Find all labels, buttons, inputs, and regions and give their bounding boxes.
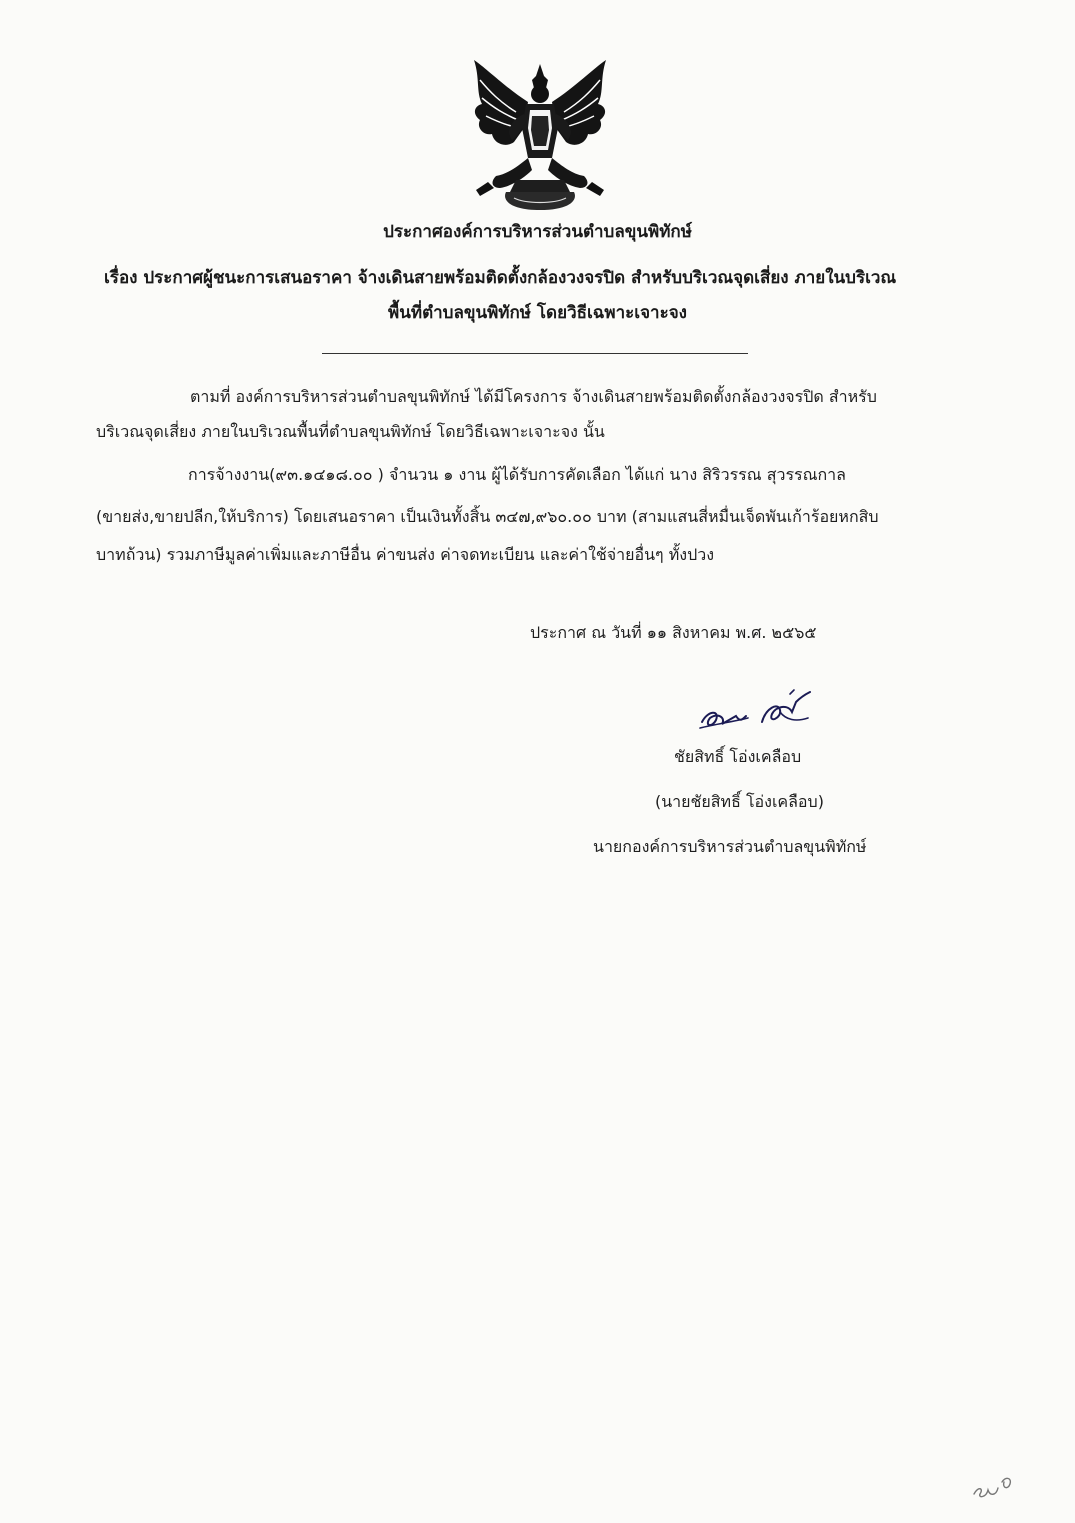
subject-line-2: พื้นที่ตำบลขุนพิทักษ์ โดยวิธีเฉพาะเจาะจง [388,303,687,323]
body-paragraph-1-line-2: บริเวณจุดเสี่ยง ภายในบริเวณพื้นที่ตำบลขุนพิทักษ์ โดยวิธีเฉพาะเจาะจง นั้น [96,422,605,441]
body-paragraph-2-line-3: บาทถ้วน) รวมภาษีมูลค่าเพิ่มและภาษีอื่น ค่าขนส่ง ค่าจดทะเบียน และค่าใช้จ่ายอื่นๆ ทั้งปวง [96,545,715,564]
announcement-date: ประกาศ ณ วันที่ ๑๑ สิงหาคม พ.ศ. ๒๕๖๕ [530,623,817,642]
body-paragraph-1-line-1: ตามที่ องค์การบริหารส่วนตำบลขุนพิทักษ์ ได้มีโครงการ จ้างเดินสายพร้อมติดตั้งกล้องวงจรปิด สำหรับ [190,387,877,406]
handwritten-mark-icon [970,1472,1016,1502]
body-paragraph-2-line-2: (ขายส่ง,ขายปลีก,ให้บริการ) โดยเสนอราคา เป็นเงินทั้งสิ้น ๓๔๗,๙๖๐.๐๐ บาท (สามแสนสี่หมื่นเจ็ดพันเก้าร้อยหกสิบ [96,507,879,526]
body-paragraph-2-line-1: การจ้างงาน(๙๓.๑๔๑๘.๐๐ ) จำนวน ๑ งาน ผู้ได้รับการคัดเลือก ได้แก่ นาง สิริวรรณ สุวรรณกาล [188,465,846,484]
subject-line-1: เรื่อง ประกาศผู้ชนะการเสนอราคา จ้างเดินสายพร้อมติดตั้งกล้องวงจรปิด สำหรับบริเวณจุดเสี่ยง ภายในบริเวณ [104,268,897,288]
signatory-full-name: (นายชัยสิทธิ์ โอ่งเคลือบ) [655,792,824,811]
handwritten-signature-icon [696,688,818,734]
signatory-title: นายกองค์การบริหารส่วนตำบลขุนพิทักษ์ [593,837,867,856]
heading-divider [322,353,748,354]
agency-heading: ประกาศองค์การบริหารส่วนตำบลขุนพิทักษ์ [383,222,692,242]
signatory-name: ชัยสิทธิ์ โอ่งเคลือบ [674,747,802,766]
garuda-emblem-icon [466,58,614,216]
